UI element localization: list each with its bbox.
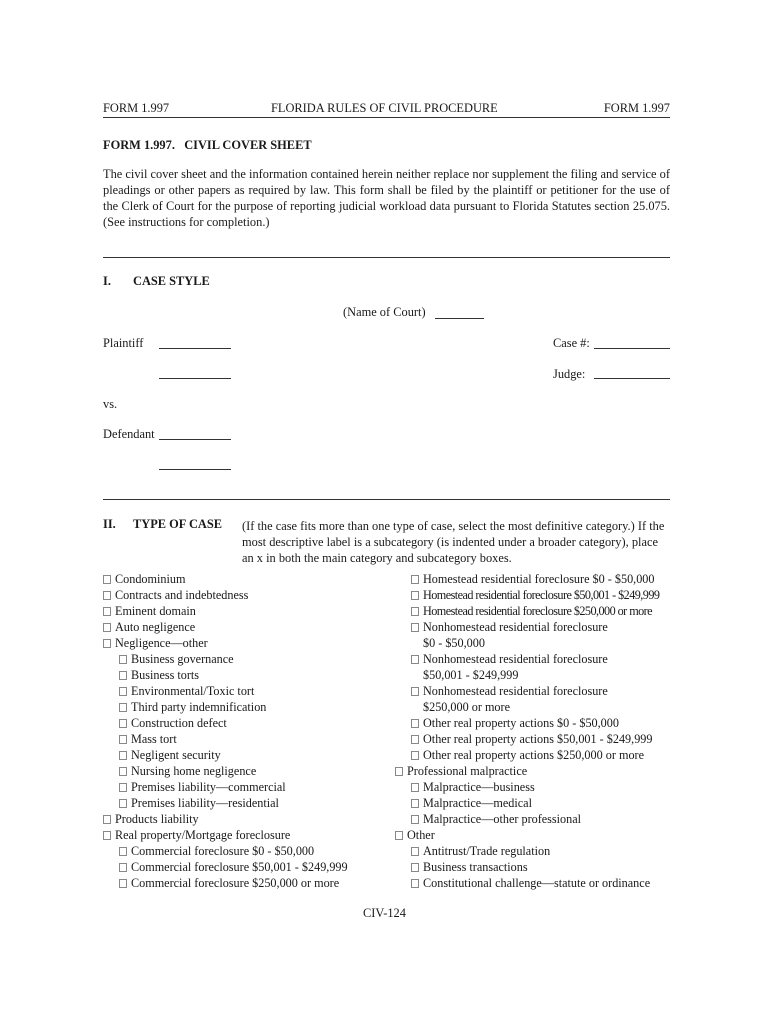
checkbox[interactable] <box>411 751 419 760</box>
case-type-option[interactable] <box>395 683 659 699</box>
case-type-label: Homestead residential foreclosure $0 - $50,000 <box>423 572 655 586</box>
section-divider <box>103 257 670 258</box>
type-of-case-instructions: (If the case fits more than one type of case, select the most definitive category.) If the most descriptive label is a subcategory (is indented under a broader category), place an x in both the main category and subcategory boxes. <box>242 519 665 565</box>
checkbox[interactable] <box>411 575 419 584</box>
case-type-label: Negligent security <box>131 748 221 762</box>
case-type-label: Malpractice—medical <box>423 796 532 810</box>
case-type-option[interactable] <box>395 587 659 603</box>
case-type-label: Condominium <box>115 572 186 586</box>
checkbox[interactable] <box>103 575 111 584</box>
checkbox[interactable] <box>411 607 419 616</box>
case-type-label: Business transactions <box>423 860 528 874</box>
case-type-option[interactable] <box>395 571 659 587</box>
case-type-option <box>395 635 659 651</box>
case-type-option[interactable] <box>395 843 659 859</box>
checkbox[interactable] <box>411 735 419 744</box>
checkbox[interactable] <box>411 799 419 808</box>
checkbox[interactable] <box>395 767 403 776</box>
case-type-label: Malpractice—business <box>423 780 535 794</box>
case-type-label: Eminent domain <box>115 604 196 618</box>
case-type-option[interactable] <box>395 779 659 795</box>
defendant-field[interactable] <box>159 439 231 440</box>
case-type-label: Antitrust/Trade regulation <box>423 844 551 858</box>
case-type-label: Construction defect <box>131 716 227 730</box>
case-type-option[interactable] <box>395 811 659 827</box>
header-center: FLORIDA RULES OF CIVIL PROCEDURE <box>271 101 498 115</box>
case-type-option[interactable] <box>103 875 348 891</box>
case-type-label: Real property/Mortgage foreclosure <box>115 828 291 842</box>
header-rule <box>103 117 670 118</box>
section-title: CASE STYLE <box>133 274 210 288</box>
plaintiff-field[interactable] <box>159 348 231 349</box>
case-type-option[interactable] <box>103 843 348 859</box>
case-type-option[interactable] <box>103 683 348 699</box>
checkbox[interactable] <box>395 831 403 840</box>
case-type-label: Other real property actions $50,001 - $249,999 <box>423 732 653 746</box>
case-type-option[interactable] <box>395 827 659 843</box>
case-type-option[interactable] <box>103 811 348 827</box>
checkbox[interactable] <box>103 831 111 840</box>
case-type-option <box>395 667 659 683</box>
checkbox[interactable] <box>119 671 127 680</box>
plaintiff-label: Plaintiff <box>103 336 144 350</box>
checkbox[interactable] <box>119 751 127 760</box>
case-type-label: Other <box>407 828 435 842</box>
checkbox[interactable] <box>119 735 127 744</box>
case-type-label: Commercial foreclosure $50,001 - $249,999 <box>131 860 348 874</box>
case-type-option[interactable] <box>395 619 659 635</box>
case-type-option[interactable] <box>395 731 659 747</box>
case-type-label: Negligence—other <box>115 636 208 650</box>
case-type-label: $0 - $50,000 <box>423 636 485 650</box>
case-type-option[interactable] <box>103 779 348 795</box>
form-number-footer: CIV-124 <box>363 906 406 920</box>
case-type-option[interactable] <box>103 747 348 763</box>
checkbox[interactable] <box>119 783 127 792</box>
checkbox[interactable] <box>119 799 127 808</box>
case-type-option[interactable] <box>103 715 348 731</box>
checkbox[interactable] <box>411 815 419 824</box>
case-type-label: Homestead residential foreclosure $250,000 or more <box>423 604 653 618</box>
checkbox[interactable] <box>119 655 127 664</box>
case-type-label: Mass tort <box>131 732 177 746</box>
defendant-field-2[interactable] <box>159 469 231 470</box>
case-type-label: Commercial foreclosure $0 - $50,000 <box>131 844 315 858</box>
checkbox[interactable] <box>411 591 419 600</box>
case-type-option[interactable] <box>103 699 348 715</box>
case-type-label: Malpractice—other professional <box>423 812 582 826</box>
case-type-label: Nonhomestead residential foreclosure <box>423 620 608 634</box>
case-type-option[interactable] <box>103 731 348 747</box>
checkbox[interactable] <box>103 623 111 632</box>
checkbox[interactable] <box>119 687 127 696</box>
intro-paragraph: The civil cover sheet and the information contained herein neither replace nor supplement the filing and service of pleadings or other papers as required by law. This form shall be filed by the plaintiff or petitioner for the use of the Clerk of Court for the purpose of reporting judicial workload data pursuant to Florida Statutes section 25.075. (See instructions for completion.) <box>103 167 670 229</box>
case-type-option[interactable] <box>103 795 348 811</box>
checkbox[interactable] <box>103 815 111 824</box>
checkbox[interactable] <box>411 847 419 856</box>
checkbox[interactable] <box>411 655 419 664</box>
name-of-court-label: (Name of Court) <box>343 305 426 319</box>
checkbox[interactable] <box>119 703 127 712</box>
case-number-field[interactable] <box>594 348 670 349</box>
case-types-right-column <box>395 571 659 891</box>
case-type-label: $250,000 or more <box>423 700 510 714</box>
case-type-option[interactable] <box>395 603 659 619</box>
checkbox[interactable] <box>411 879 419 888</box>
case-number-label: Case #: <box>553 336 590 350</box>
section-divider <box>103 499 670 500</box>
case-type-option[interactable] <box>395 651 659 667</box>
checkbox[interactable] <box>411 623 419 632</box>
checkbox[interactable] <box>103 607 111 616</box>
case-type-label: Other real property actions $0 - $50,000 <box>423 716 619 730</box>
defendant-label: Defendant <box>103 427 155 441</box>
plaintiff-field-2[interactable] <box>159 378 231 379</box>
case-type-option[interactable] <box>103 763 348 779</box>
case-type-label: Business torts <box>131 668 200 682</box>
case-type-label: Constitutional challenge—statute or ordinance <box>423 876 651 890</box>
case-type-label: Other real property actions $250,000 or more <box>423 748 644 762</box>
case-type-label: Third party indemnification <box>131 700 267 714</box>
name-of-court-field[interactable] <box>435 318 484 319</box>
case-types-left-column <box>103 571 348 891</box>
case-type-label: $50,001 - $249,999 <box>423 668 519 682</box>
case-type-option[interactable] <box>395 875 659 891</box>
case-type-label: Auto negligence <box>115 620 196 634</box>
section-title: TYPE OF CASE <box>133 517 223 531</box>
case-type-option[interactable] <box>103 635 348 651</box>
form-page <box>103 0 670 1024</box>
case-type-label: Homestead residential foreclosure $50,001 - $249,999 <box>423 588 660 602</box>
case-type-label: Nonhomestead residential foreclosure <box>423 684 608 698</box>
case-type-option[interactable] <box>103 603 348 619</box>
case-type-label: Premises liability—residential <box>131 796 279 810</box>
case-type-option[interactable] <box>395 715 659 731</box>
case-type-option[interactable] <box>103 651 348 667</box>
case-type-label: Business governance <box>131 652 234 666</box>
checkbox[interactable] <box>119 863 127 872</box>
header-left: FORM 1.997 <box>103 101 170 115</box>
case-type-label: Commercial foreclosure $250,000 or more <box>131 876 340 890</box>
case-type-option[interactable] <box>395 859 659 875</box>
case-type-option[interactable] <box>395 747 659 763</box>
case-type-option[interactable] <box>395 795 659 811</box>
case-type-option[interactable] <box>103 667 348 683</box>
checkbox[interactable] <box>119 847 127 856</box>
section-number: II. <box>103 517 116 531</box>
checkbox[interactable] <box>119 767 127 776</box>
case-type-option[interactable] <box>103 587 348 603</box>
checkbox[interactable] <box>411 687 419 696</box>
section-number: I. <box>103 274 111 288</box>
case-type-option[interactable] <box>103 619 348 635</box>
case-type-label: Contracts and indebtedness <box>115 588 249 602</box>
case-type-label: Products liability <box>115 812 199 826</box>
checkbox[interactable] <box>411 719 419 728</box>
case-type-label: Premises liability—commercial <box>131 780 286 794</box>
header-right: FORM 1.997 <box>603 101 670 115</box>
case-type-label: Environmental/Toxic tort <box>131 684 255 698</box>
case-type-option[interactable] <box>103 859 348 875</box>
case-type-option[interactable] <box>395 763 659 779</box>
form-title: FORM 1.997. CIVIL COVER SHEET <box>103 138 312 152</box>
case-type-label: Nursing home negligence <box>131 764 257 778</box>
case-type-label: Professional malpractice <box>407 764 528 778</box>
judge-field[interactable] <box>594 378 670 379</box>
checkbox[interactable] <box>103 639 111 648</box>
case-type-option[interactable] <box>103 827 348 843</box>
checkbox[interactable] <box>103 591 111 600</box>
vs-label: vs. <box>103 397 118 411</box>
checkbox[interactable] <box>119 719 127 728</box>
checkbox[interactable] <box>119 879 127 888</box>
case-type-label: Nonhomestead residential foreclosure <box>423 652 608 666</box>
case-type-option[interactable] <box>103 571 348 587</box>
judge-label: Judge: <box>553 367 586 381</box>
checkbox[interactable] <box>411 783 419 792</box>
checkbox[interactable] <box>411 863 419 872</box>
case-type-option <box>395 699 659 715</box>
